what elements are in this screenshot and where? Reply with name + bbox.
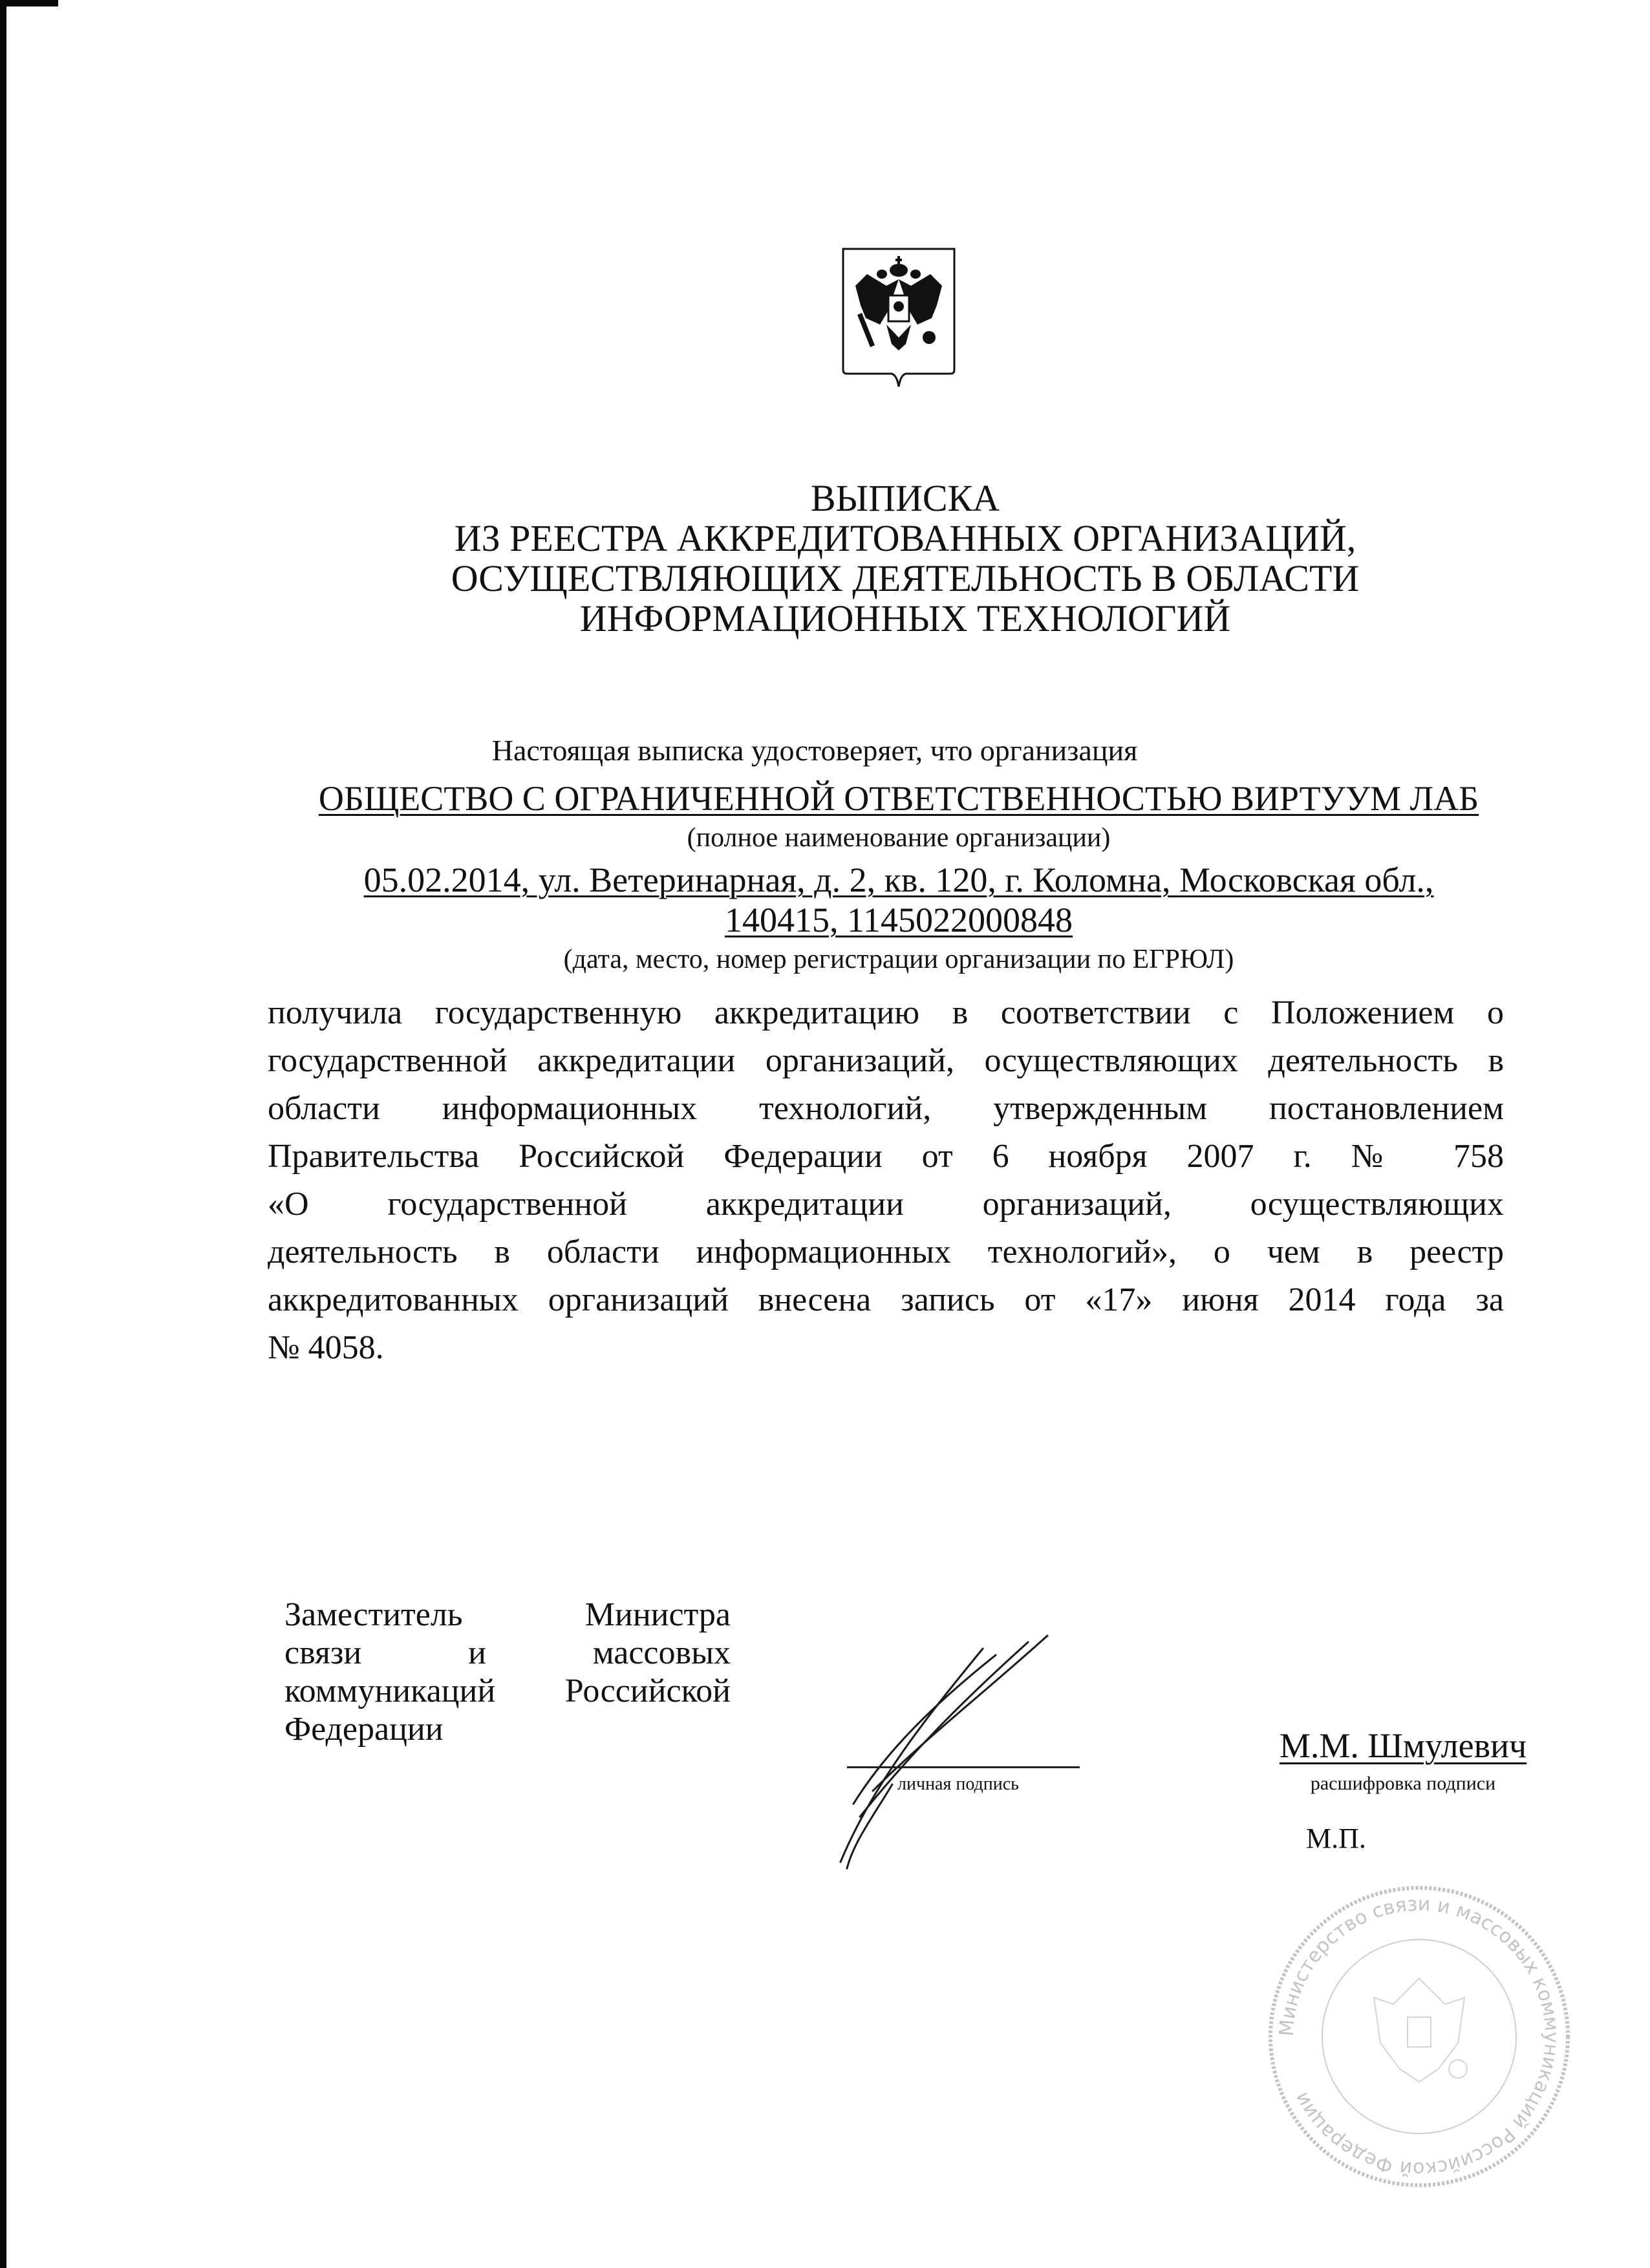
body-line: аккредитованных организаций внесена запись от «17» июня 2014 года за bbox=[268, 1281, 1504, 1318]
scan-edge-top bbox=[0, 0, 58, 6]
body-line: государственной аккредитации организаций, осуществляющих деятельность в bbox=[268, 1042, 1504, 1079]
body-line: области информационных технологий, утвержденным постановлением bbox=[268, 1090, 1504, 1127]
registration-line-1 bbox=[259, 860, 1539, 900]
title-line: ИЗ РЕЕСТРА АККРЕДИТОВАННЫХ ОРГАНИЗАЦИЙ, bbox=[454, 517, 1356, 559]
official-seal-icon bbox=[1258, 1875, 1581, 2198]
title-line: ИНФОРМАЦИОННЫХ ТЕХНОЛОГИЙ bbox=[579, 597, 1231, 639]
title-line: ОСУЩЕСТВЛЯЮЩИХ ДЕЯТЕЛЬНОСТЬ В ОБЛАСТИ bbox=[451, 557, 1360, 599]
organization-name-caption: (полное наименование организации) bbox=[687, 823, 1111, 853]
accreditation-statement bbox=[268, 989, 1504, 1372]
body-line: «О государственной аккредитации организаций, осуществляющих bbox=[268, 1186, 1504, 1223]
signature-line bbox=[847, 1766, 1080, 1768]
body-line: Правительства Российской Федерации от 6 ноября 2007 г. № 758 bbox=[268, 1138, 1504, 1175]
position-line: Федерации bbox=[284, 1711, 444, 1748]
svg-text:Министерство связи и массовых bbox=[1276, 1893, 1563, 2180]
signer-name bbox=[1261, 1726, 1545, 1765]
position-line: коммуникаций Российской bbox=[284, 1673, 731, 1709]
registration-line-1-value: 05.02.2014, ул. Ветеринарная, д. 2, кв. 120, г. Коломна, Московская обл., bbox=[363, 861, 1434, 899]
coat-of-arms-icon bbox=[841, 247, 956, 388]
position-line: связи и массовых bbox=[284, 1634, 731, 1671]
registration-caption: (дата, место, номер регистрации организации по ЕГРЮЛ) bbox=[563, 945, 1234, 974]
handwritten-signature-icon bbox=[834, 1623, 1170, 1881]
body-line: № 4058. bbox=[268, 1329, 384, 1366]
signer-name-caption: расшифровка подписи bbox=[1310, 1773, 1496, 1794]
title-line: ВЫПИСКА bbox=[810, 477, 1000, 519]
body-line: деятельность в области информационных технологий», о чем в реестр bbox=[268, 1234, 1504, 1270]
signer-position bbox=[284, 1596, 731, 1748]
registration-line-2 bbox=[259, 900, 1539, 940]
seal-outer-text: Министерство связи и массовых коммуникаций Российской Федерации bbox=[1275, 1892, 1563, 2181]
position-line: Заместитель Министра bbox=[284, 1596, 731, 1633]
document-title bbox=[259, 478, 1552, 639]
scan-edge bbox=[0, 0, 6, 2268]
seal-place-label: М.П. bbox=[1306, 1823, 1366, 1854]
signature-caption: личная подпись bbox=[897, 1774, 1019, 1794]
organization-name bbox=[259, 779, 1539, 818]
intro-text: Настоящая выписка удостоверяет, что организация bbox=[491, 734, 1138, 767]
signer-name-value: М.М. Шмулевич bbox=[1279, 1726, 1527, 1765]
organization-name-value: ОБЩЕСТВО С ОГРАНИЧЕННОЙ ОТВЕТСТВЕННОСТЬЮ ВИРТУУМ ЛАБ bbox=[318, 779, 1479, 818]
body-line: получила государственную аккредитацию в соответствии с Положением о bbox=[268, 994, 1504, 1031]
registration-line-2-value: 140415, 1145022000848 bbox=[725, 901, 1073, 939]
